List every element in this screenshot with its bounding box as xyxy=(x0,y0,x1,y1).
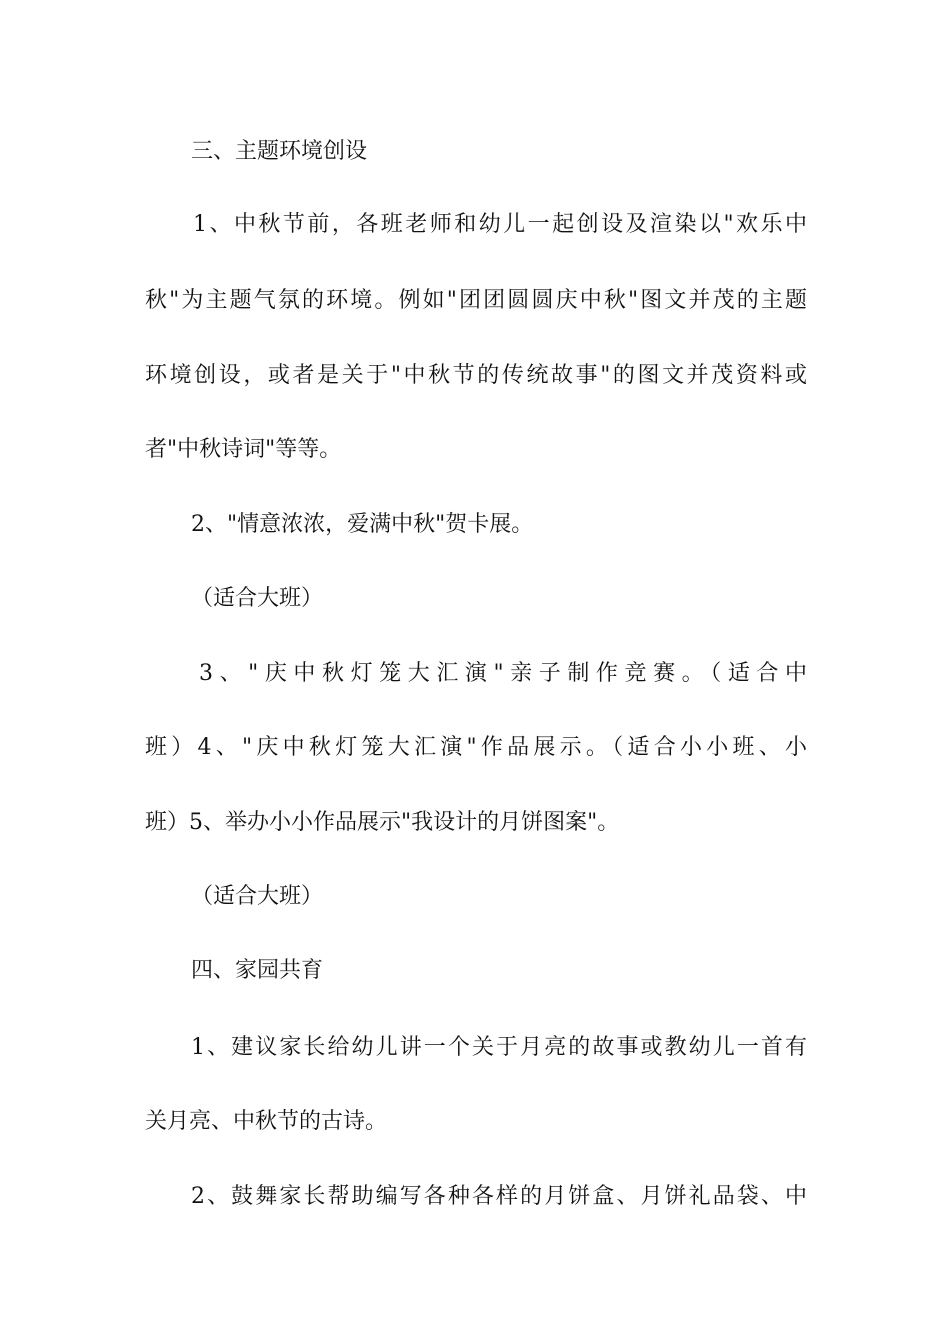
section-heading-environment: 三、主题环境创设 xyxy=(191,139,368,164)
paragraph-line: 秋"为主题气氛的环境。例如"团团圆圆庆中秋"图文并茂的主题 xyxy=(145,288,807,313)
paragraph-line: 者"中秋诗词"等等。 xyxy=(145,437,342,462)
section-heading-home-school: 四、家园共育 xyxy=(191,958,324,983)
paragraph-line: 3、"庆中秋灯笼大汇演"亲子制作竞赛。（适合中 xyxy=(199,661,807,686)
paragraph-line: 2、"情意浓浓，爱满中秋"贺卡展。 xyxy=(191,512,534,537)
paragraph-line: 环境创设，或者是关于"中秋节的传统故事"的图文并茂资料或 xyxy=(145,363,807,388)
paragraph-line: 关月亮、中秋节的古诗。 xyxy=(145,1109,388,1134)
paragraph-line: 班）4、"庆中秋灯笼大汇演"作品展示。（适合小小班、小 xyxy=(145,735,807,760)
paragraph-line: 1、中秋节前，各班老师和幼儿一起创设及渲染以"欢乐中 xyxy=(193,212,807,237)
paragraph-line: 1、建议家长给幼儿讲一个关于月亮的故事或教幼儿一首有 xyxy=(191,1035,807,1060)
paragraph-line: 班）5、举办小小作品展示"我设计的月饼图案"。 xyxy=(145,810,620,835)
paragraph-line: （适合大班） xyxy=(191,884,324,909)
paragraph-line: 2、鼓舞家长帮助编写各种各样的月饼盒、月饼礼品袋、中 xyxy=(191,1184,807,1209)
paragraph-line: （适合大班） xyxy=(191,586,324,611)
